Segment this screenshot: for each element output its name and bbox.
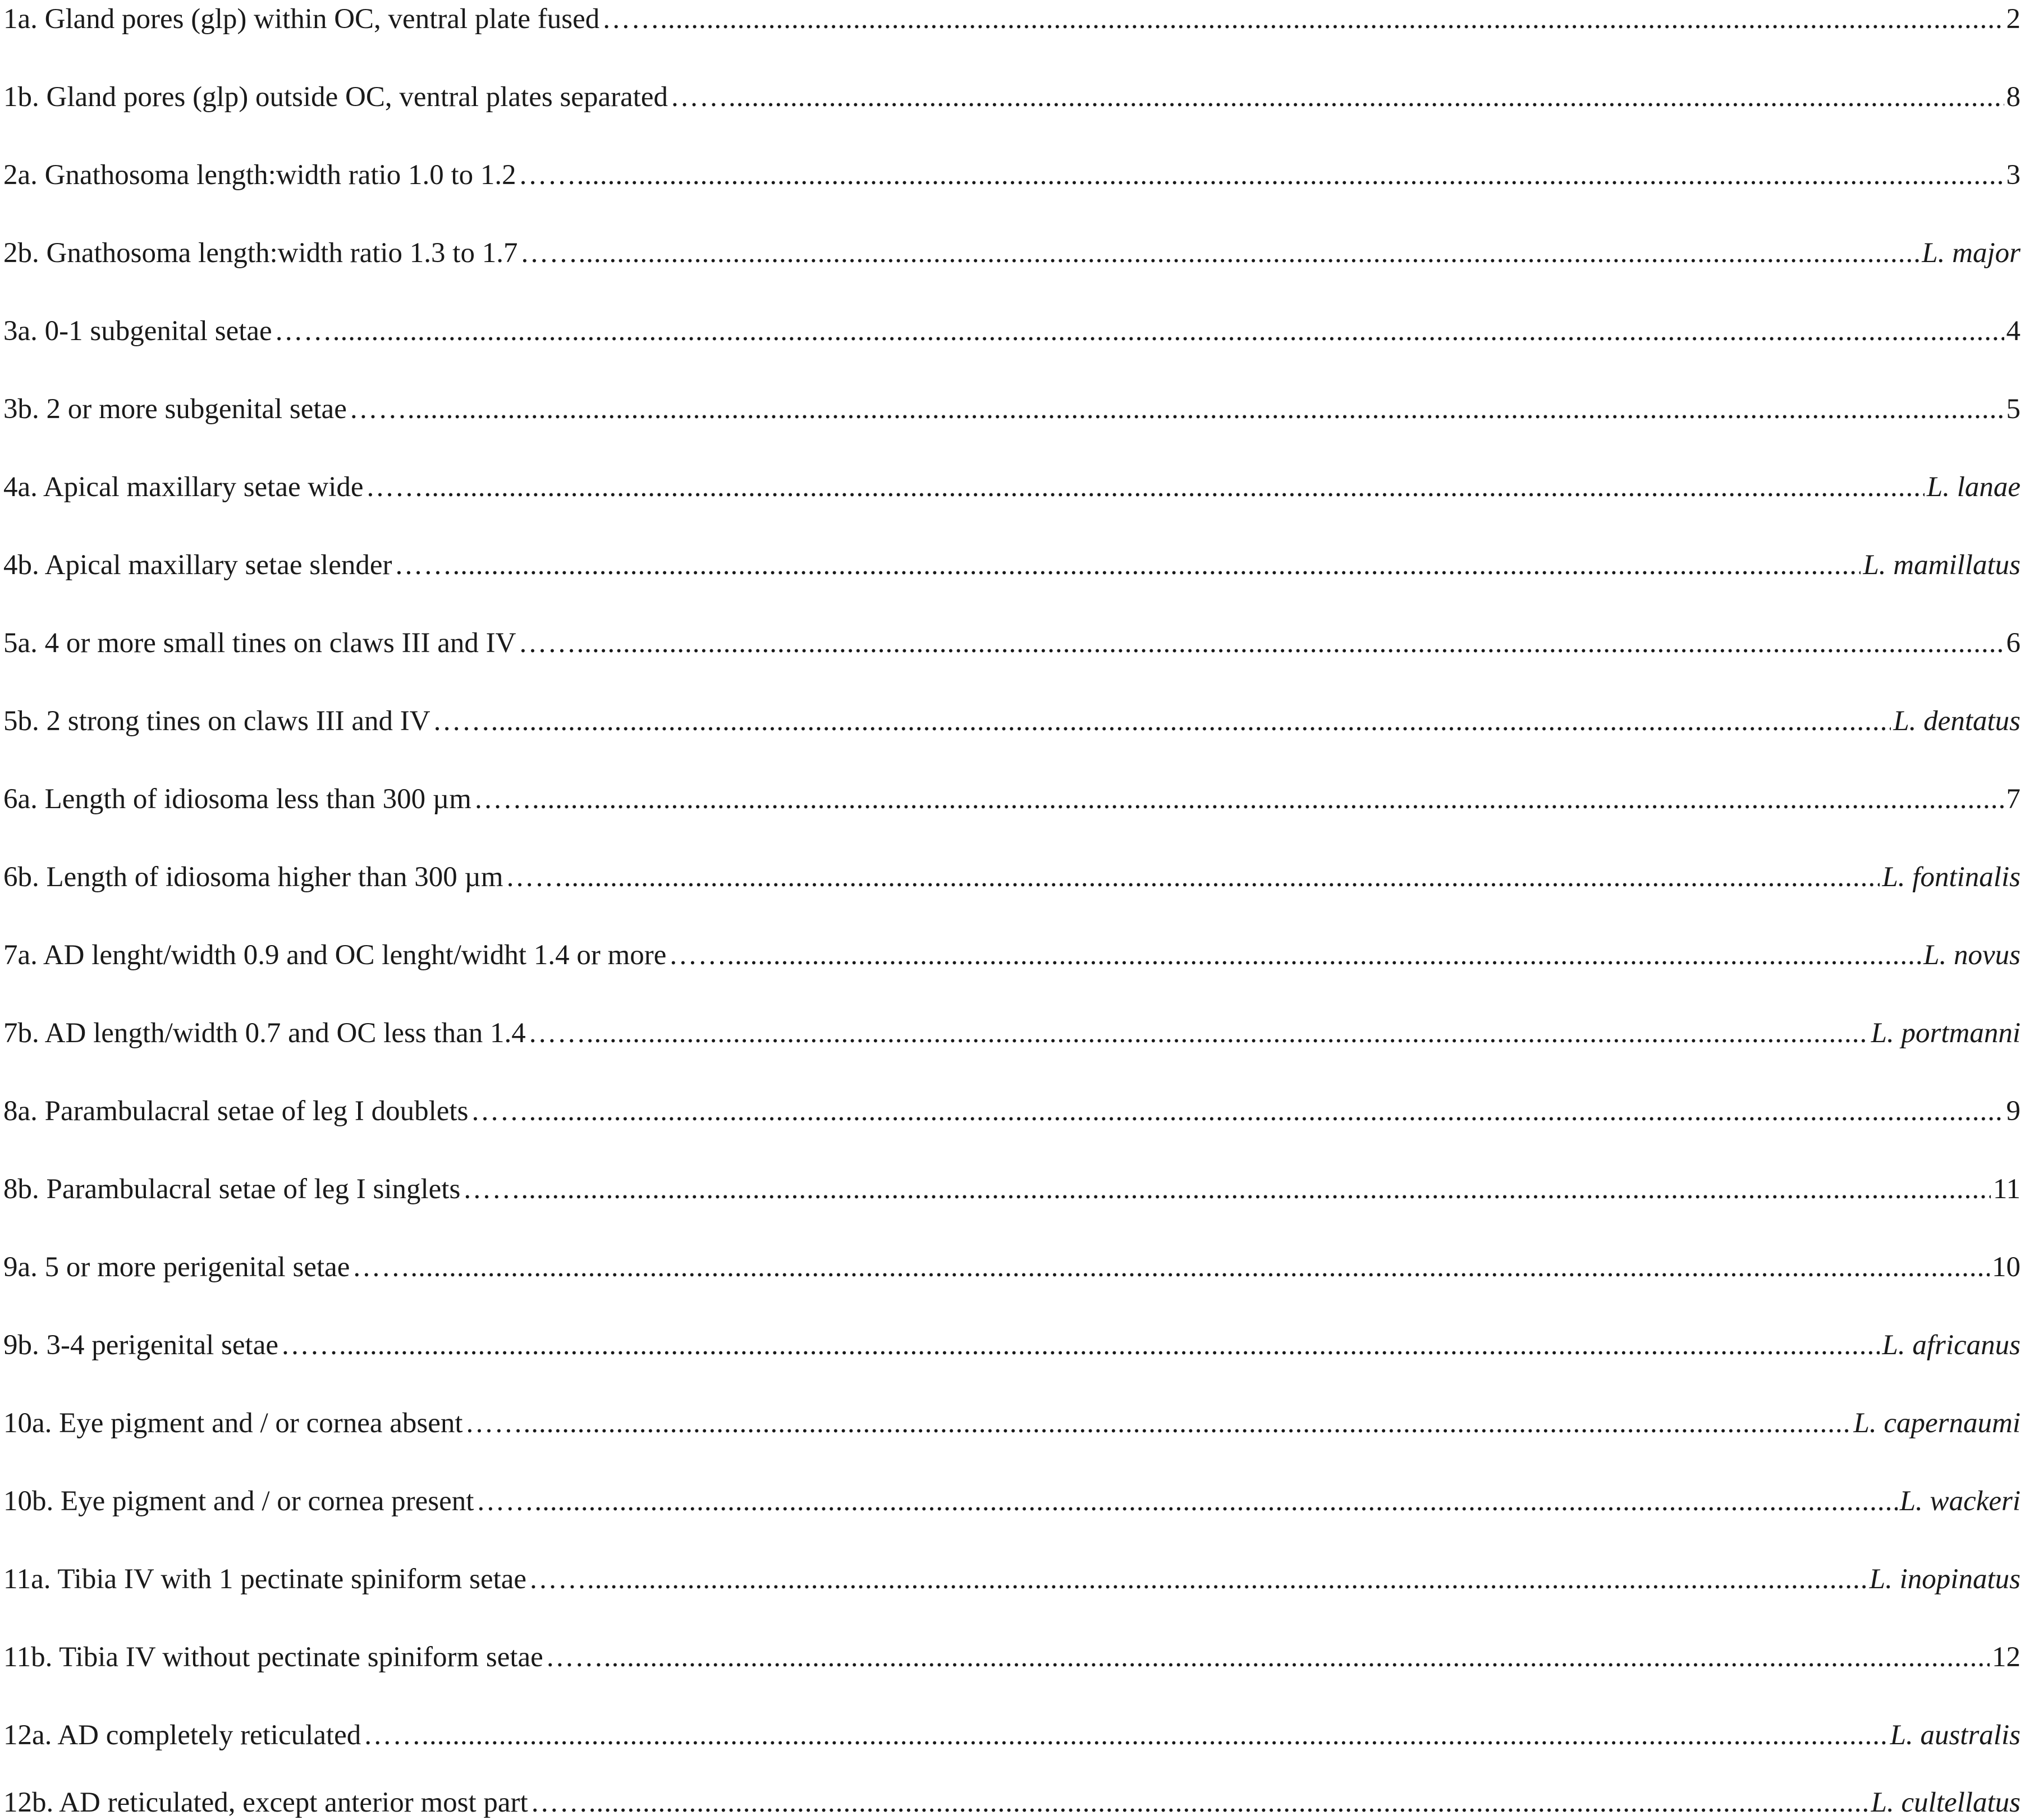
key-destination: 2 (2006, 3, 2021, 35)
key-lead-text: 1a. Gland pores (glp) within OC, ventral plate fused (3, 3, 600, 35)
key-destination: 12 (1992, 1642, 2021, 1673)
key-taxon-name: L. dentatus (1893, 705, 2021, 737)
key-line (3, 69, 2021, 125)
dot-leader (476, 1473, 1897, 1529)
dot-leader (433, 693, 1891, 749)
key-lead-text: 3b. 2 or more subgenital setae (3, 393, 347, 425)
key-lead-text: 3a. 0-1 subgenital setae (3, 315, 272, 347)
dot-leader (366, 459, 1925, 515)
key-lead-text: 12a. AD completely reticulated (3, 1720, 361, 1751)
key-destination: 5 (2006, 393, 2021, 425)
key-line (3, 1395, 2021, 1451)
key-line (3, 1005, 2021, 1061)
key-destination: 3 (2006, 159, 2021, 191)
key-line (3, 537, 2021, 593)
dot-leader (519, 615, 2004, 671)
key-line (3, 303, 2021, 359)
key-taxon-name: L. major (1922, 237, 2021, 269)
key-line (3, 1473, 2021, 1529)
dot-leader (352, 1239, 1990, 1295)
dot-leader (462, 1161, 1991, 1217)
key-line (3, 459, 2021, 515)
key-lead-text: 4a. Apical maxillary setae wide (3, 471, 364, 503)
key-taxon-name: L. inopinatus (1869, 1564, 2021, 1595)
key-lead-text: 7a. AD lenght/width 0.9 and OC lenght/widht 1.4 or more (3, 939, 667, 971)
key-lead-text: 5a. 4 or more small tines on claws III and IV (3, 627, 516, 659)
key-lead-text: 9a. 5 or more perigenital setae (3, 1251, 350, 1283)
key-line (3, 147, 2021, 203)
key-lead-text: 2b. Gnathosoma length:width ratio 1.3 to 1.7 (3, 237, 518, 269)
dot-leader (349, 381, 2004, 437)
key-lead-text: 6a. Length of idiosoma less than 300 µm (3, 783, 471, 815)
dot-leader (281, 1317, 1880, 1373)
dot-leader (474, 771, 2004, 827)
dot-leader (670, 69, 2004, 125)
key-destination: 4 (2006, 315, 2021, 347)
key-line (3, 1551, 2021, 1607)
dot-leader (520, 225, 1919, 281)
key-taxon-name: L. wackeri (1899, 1486, 2021, 1517)
key-destination: 7 (2006, 783, 2021, 815)
dot-leader (395, 537, 1861, 593)
key-line (3, 225, 2021, 281)
key-taxon-name: L. africanus (1882, 1330, 2021, 1361)
dot-leader (530, 1785, 1869, 1820)
key-lead-text: 9b. 3-4 perigenital setae (3, 1330, 278, 1361)
key-line (3, 849, 2021, 905)
key-taxon-name: L. lanae (1926, 471, 2021, 503)
key-line (3, 1785, 2021, 1820)
key-line (3, 381, 2021, 437)
key-line (3, 927, 2021, 983)
key-line (3, 1317, 2021, 1373)
key-lead-text: 6b. Length of idiosoma higher than 300 µm (3, 861, 503, 893)
key-taxon-name: L. novus (1923, 939, 2021, 971)
key-lead-text: 10a. Eye pigment and / or cornea absent (3, 1408, 463, 1439)
key-lead-text: 7b. AD length/width 0.7 and OC less than 1.4 (3, 1017, 526, 1049)
key-taxon-name: L. australis (1890, 1720, 2021, 1751)
dot-leader (546, 1629, 1990, 1685)
key-taxon-name: L. cultellatus (1871, 1787, 2021, 1818)
dot-leader (470, 1083, 2004, 1139)
dot-leader (668, 927, 1921, 983)
dot-leader (506, 849, 1880, 905)
dot-leader (528, 1005, 1869, 1061)
key-destination: 8 (2006, 81, 2021, 113)
key-lead-text: 11a. Tibia IV with 1 pectinate spiniform setae (3, 1564, 527, 1595)
key-line (3, 1707, 2021, 1763)
dot-leader (529, 1551, 1867, 1607)
key-lead-text: 8b. Parambulacral setae of leg I singlets (3, 1173, 461, 1205)
key-destination: 9 (2006, 1095, 2021, 1127)
dot-leader (274, 303, 2004, 359)
key-line (3, 615, 2021, 671)
key-line (3, 1239, 2021, 1295)
key-line (3, 1083, 2021, 1139)
key-lead-text: 8a. Parambulacral setae of leg I doublets (3, 1095, 469, 1127)
dot-leader (602, 0, 2004, 47)
key-destination: 6 (2006, 627, 2021, 659)
key-line (3, 1629, 2021, 1685)
key-line (3, 771, 2021, 827)
key-line (3, 1161, 2021, 1217)
key-taxon-name: L. capernaumi (1853, 1408, 2021, 1439)
key-taxon-name: L. portmanni (1871, 1017, 2021, 1049)
key-lead-text: 10b. Eye pigment and / or cornea present (3, 1486, 474, 1517)
dot-leader (363, 1707, 1887, 1763)
key-lead-text: 2a. Gnathosoma length:width ratio 1.0 to 1.2 (3, 159, 516, 191)
dot-leader (465, 1395, 1852, 1451)
key-lead-text: 1b. Gland pores (glp) outside OC, ventral plates separated (3, 81, 668, 113)
dot-leader (519, 147, 2004, 203)
key-lead-text: 12b. AD reticulated, except anterior most part (3, 1787, 528, 1818)
key-destination: 11 (1992, 1173, 2021, 1205)
key-line (3, 0, 2021, 47)
key-lead-text: 11b. Tibia IV without pectinate spiniform setae (3, 1642, 543, 1673)
key-lead-text: 4b. Apical maxillary setae slender (3, 549, 392, 581)
key-taxon-name: L. mamillatus (1863, 549, 2021, 581)
key-line (3, 693, 2021, 749)
key-destination: 10 (1992, 1251, 2021, 1283)
key-lead-text: 5b. 2 strong tines on claws III and IV (3, 705, 430, 737)
key-taxon-name: L. fontinalis (1882, 861, 2021, 893)
